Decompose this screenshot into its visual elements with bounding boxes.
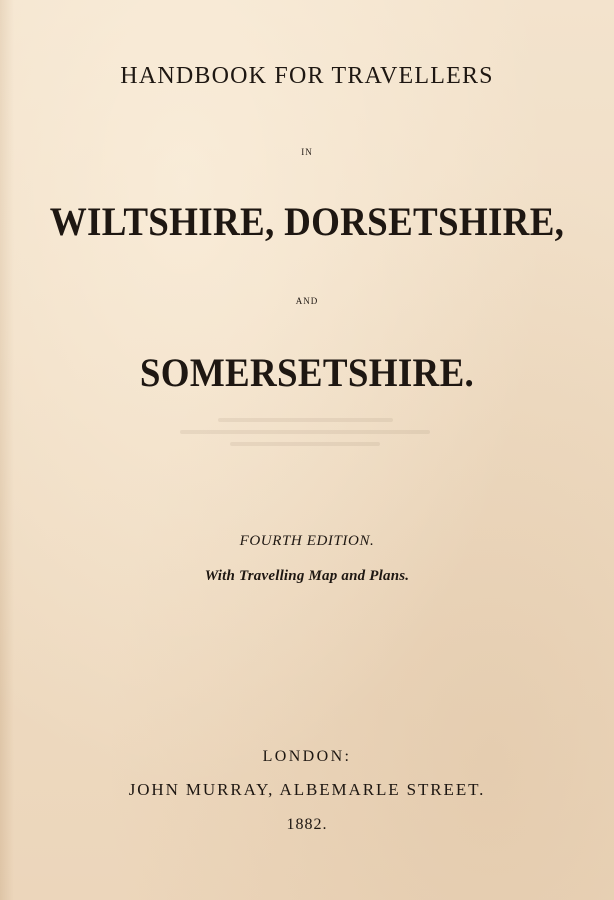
- county-title-last: SOMERSETSHIRE.: [139, 351, 475, 396]
- maps-note: With Travelling Map and Plans.: [204, 568, 410, 584]
- connector-and: AND: [295, 296, 319, 306]
- imprint-publisher: JOHN MURRAY, ALBEMARLE STREET.: [128, 780, 486, 799]
- connector-in: IN: [301, 147, 313, 157]
- counties-title-line: WILTSHIRE, DORSETSHIRE,: [49, 200, 565, 245]
- edition-label: FOURTH EDITION.: [239, 533, 375, 549]
- handbook-heading: HANDBOOK FOR TRAVELLERS: [120, 63, 494, 89]
- show-through-text: [180, 410, 430, 470]
- imprint-year: 1882.: [286, 816, 328, 833]
- imprint-city: LONDON:: [262, 748, 352, 765]
